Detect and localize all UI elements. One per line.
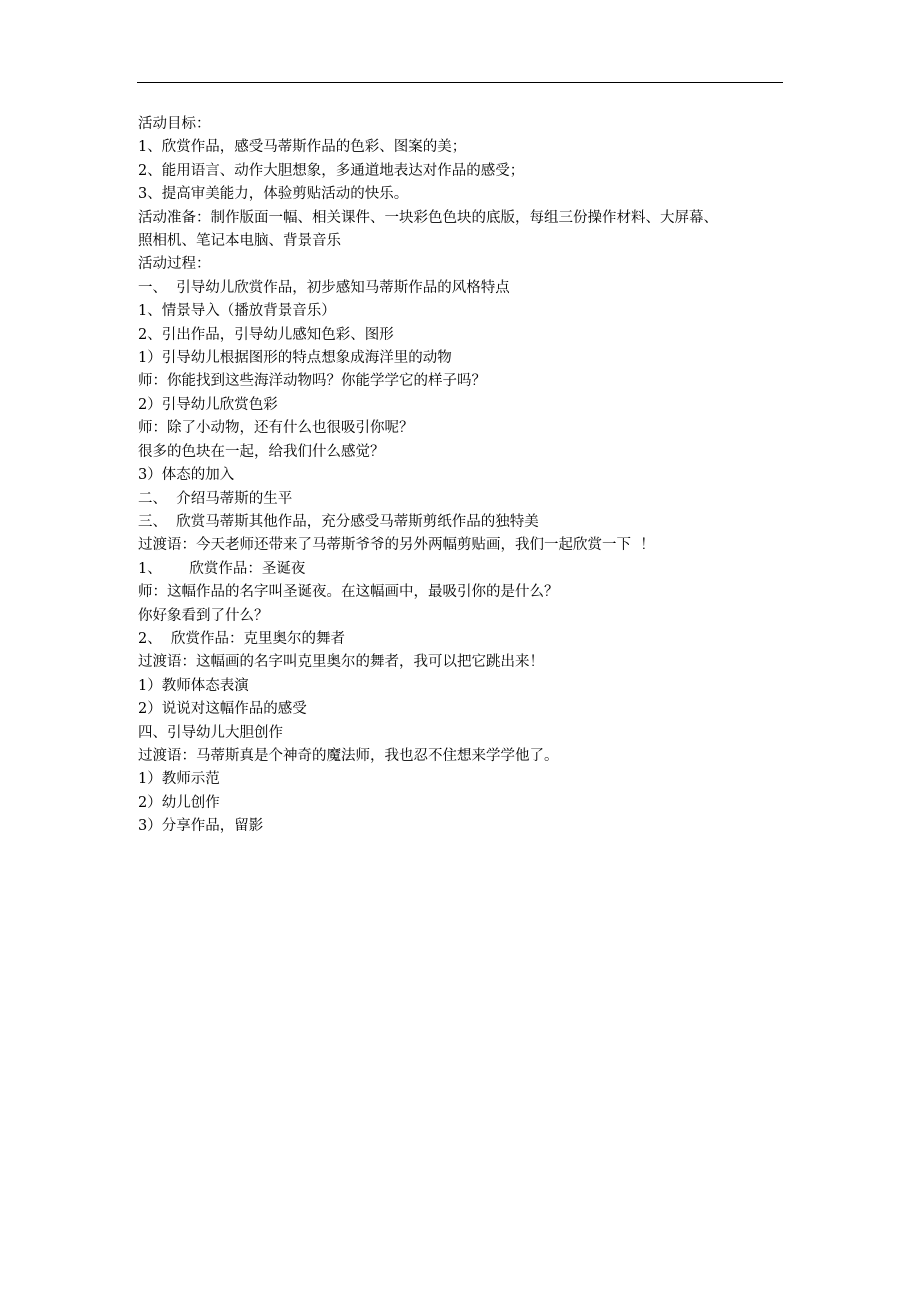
text-line: 很多的色块在一起，给我们什么感觉？ (138, 443, 385, 460)
sub-step-item: 3）体态的加入 (138, 467, 235, 484)
step-item: 2、 欣赏作品：克里奥尔的舞者 (138, 630, 345, 647)
goal-item: 2、能用语言、动作大胆想象，多通道地表达对作品的感受； (138, 162, 525, 179)
teacher-line: 师：这幅作品的名字叫圣诞夜。在这幅画中，最吸引你的是什么？ (138, 584, 559, 601)
header-rule (137, 82, 783, 83)
goal-item: 1、欣赏作品，感受马蒂斯作品的色彩、图案的美； (138, 139, 467, 156)
step-item: 1、情景导入（播放背景音乐） (138, 303, 336, 320)
preparation-line: 照相机、笔记本电脑、背景音乐 (138, 233, 341, 250)
section-heading: 四、引导幼儿大胆创作 (138, 724, 283, 741)
goal-item: 3、提高审美能力，体验剪贴活动的快乐。 (138, 186, 409, 203)
step-item: 2、引出作品，引导幼儿感知色彩、图形 (138, 326, 394, 343)
step-item: 1、 欣赏作品：圣诞夜 (138, 560, 306, 577)
preparation-line: 活动准备：制作版面一幅、相关课件、一块彩色色块的底版，每组三份操作材料、大屏幕、 (138, 209, 718, 226)
document-body (138, 113, 798, 839)
section-heading: 三、 欣赏马蒂斯其他作品，充分感受马蒂斯剪纸作品的独特美 (138, 513, 539, 530)
section-heading: 二、 介绍马蒂斯的生平 (138, 490, 293, 507)
sub-step-item: 1）教师体态表演 (138, 677, 249, 694)
heading-activity-goals: 活动目标： (138, 116, 211, 132)
sub-step-item: 2）引导幼儿欣赏色彩 (138, 396, 278, 413)
sub-step-item: 1）引导幼儿根据图形的特点想象成海洋里的动物 (138, 350, 452, 367)
sub-step-item: 3）分享作品，留影 (138, 818, 264, 835)
section-heading: 一、 引导幼儿欣赏作品，初步感知马蒂斯作品的风格特点 (138, 279, 510, 296)
transition-line: 过渡语：马蒂斯真是个神奇的魔法师，我也忍不住想来学学他了。 (138, 747, 559, 764)
sub-step-item: 1）教师示范 (138, 771, 220, 788)
sub-step-item: 2）幼儿创作 (138, 794, 220, 811)
teacher-line: 师：除了小动物，还有什么也很吸引你呢？ (138, 420, 414, 437)
heading-activity-process: 活动过程： (138, 256, 211, 273)
sub-step-item: 2）说说对这幅作品的感受 (138, 701, 307, 718)
transition-line: 过渡语：今天老师还带来了马蒂斯爷爷的另外两幅剪贴画，我们一起欣赏一下 ！ (138, 537, 655, 554)
text-line: 你好象看到了什么？ (138, 607, 269, 624)
transition-line: 过渡语：这幅画的名字叫克里奥尔的舞者，我可以把它跳出来！ (138, 654, 544, 671)
teacher-line: 师：你能找到这些海洋动物吗？你能学学它的样子吗？ (138, 373, 486, 390)
